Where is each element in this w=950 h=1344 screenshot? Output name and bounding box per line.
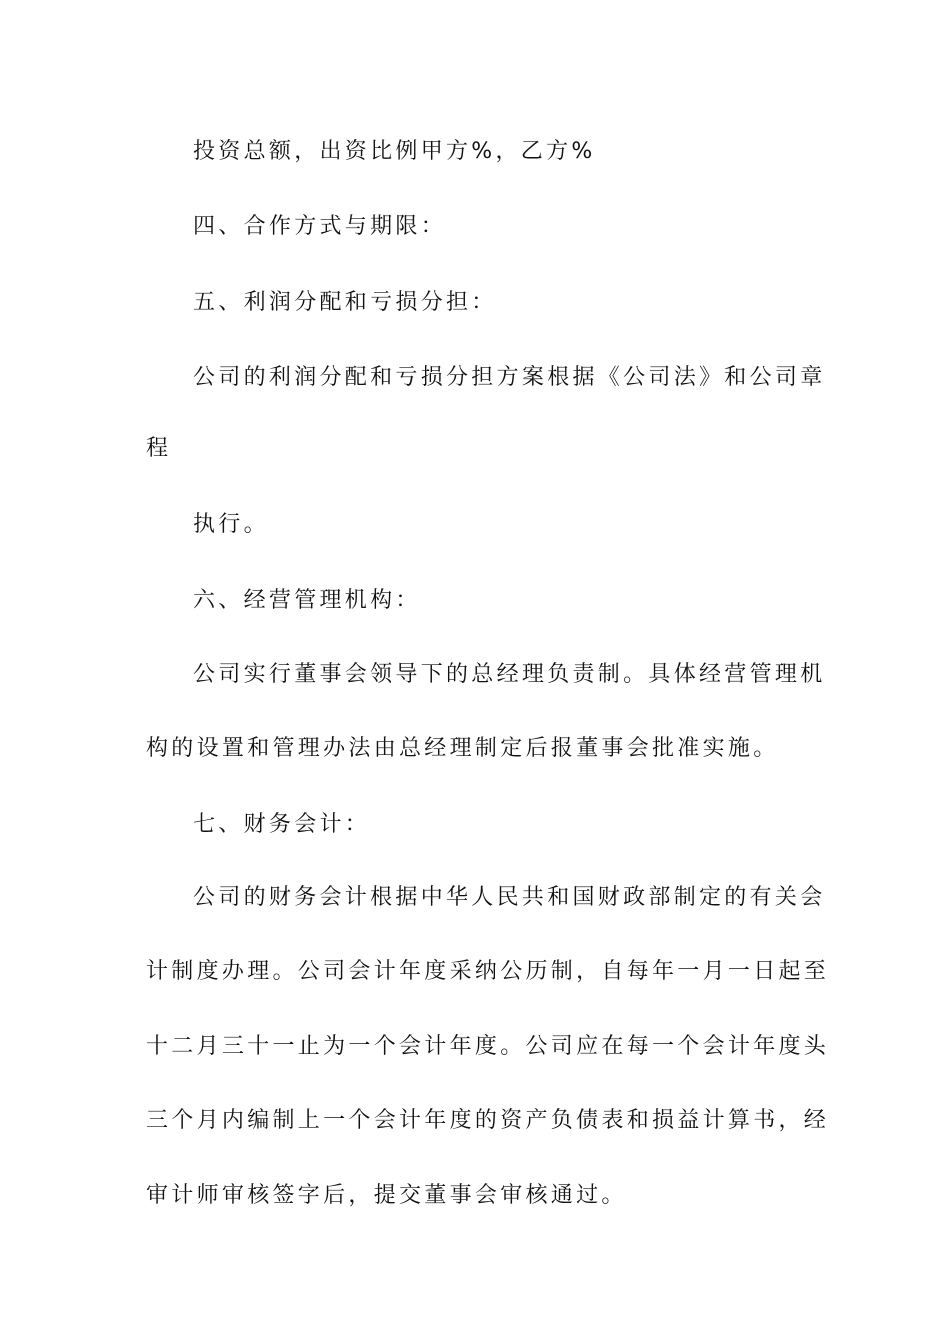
text-line-finance-4: 三个月内编制上一个会计年度的资产负债表和损益计算书，经 <box>146 1108 830 1133</box>
text-line-investment: 投资总额，出资比例甲方%，乙方% <box>193 139 596 164</box>
text-line-finance-1: 公司的财务会计根据中华人民共和国财政部制定的有关会 <box>193 885 826 910</box>
text-line-profit-3: 执行。 <box>193 512 269 537</box>
heading-cooperation: 四、合作方式与期限： <box>193 214 447 239</box>
text-line-management-1: 公司实行董事会领导下的总经理负责制。具体经营管理机 <box>193 662 826 687</box>
text-line-management-2: 构的设置和管理办法由总经理制定后报董事会批准实施。 <box>146 736 779 761</box>
text-line-profit-1: 公司的利润分配和亏损分担方案根据《公司法》和公司章 <box>193 365 826 390</box>
heading-management: 六、经营管理机构： <box>193 588 421 613</box>
text-line-finance-3: 十二月三十一止为一个会计年度。公司应在每一个会计年度头 <box>146 1034 830 1059</box>
heading-finance: 七、财务会计： <box>193 812 371 837</box>
text-line-profit-2: 程 <box>146 436 172 461</box>
text-line-finance-5: 审计师审核签字后，提交董事会审核通过。 <box>146 1183 627 1208</box>
text-line-finance-2: 计制度办理。公司会计年度采纳公历制，自每年一月一日起至 <box>146 959 830 984</box>
heading-profit-distribution: 五、利润分配和亏损分担： <box>193 290 497 315</box>
